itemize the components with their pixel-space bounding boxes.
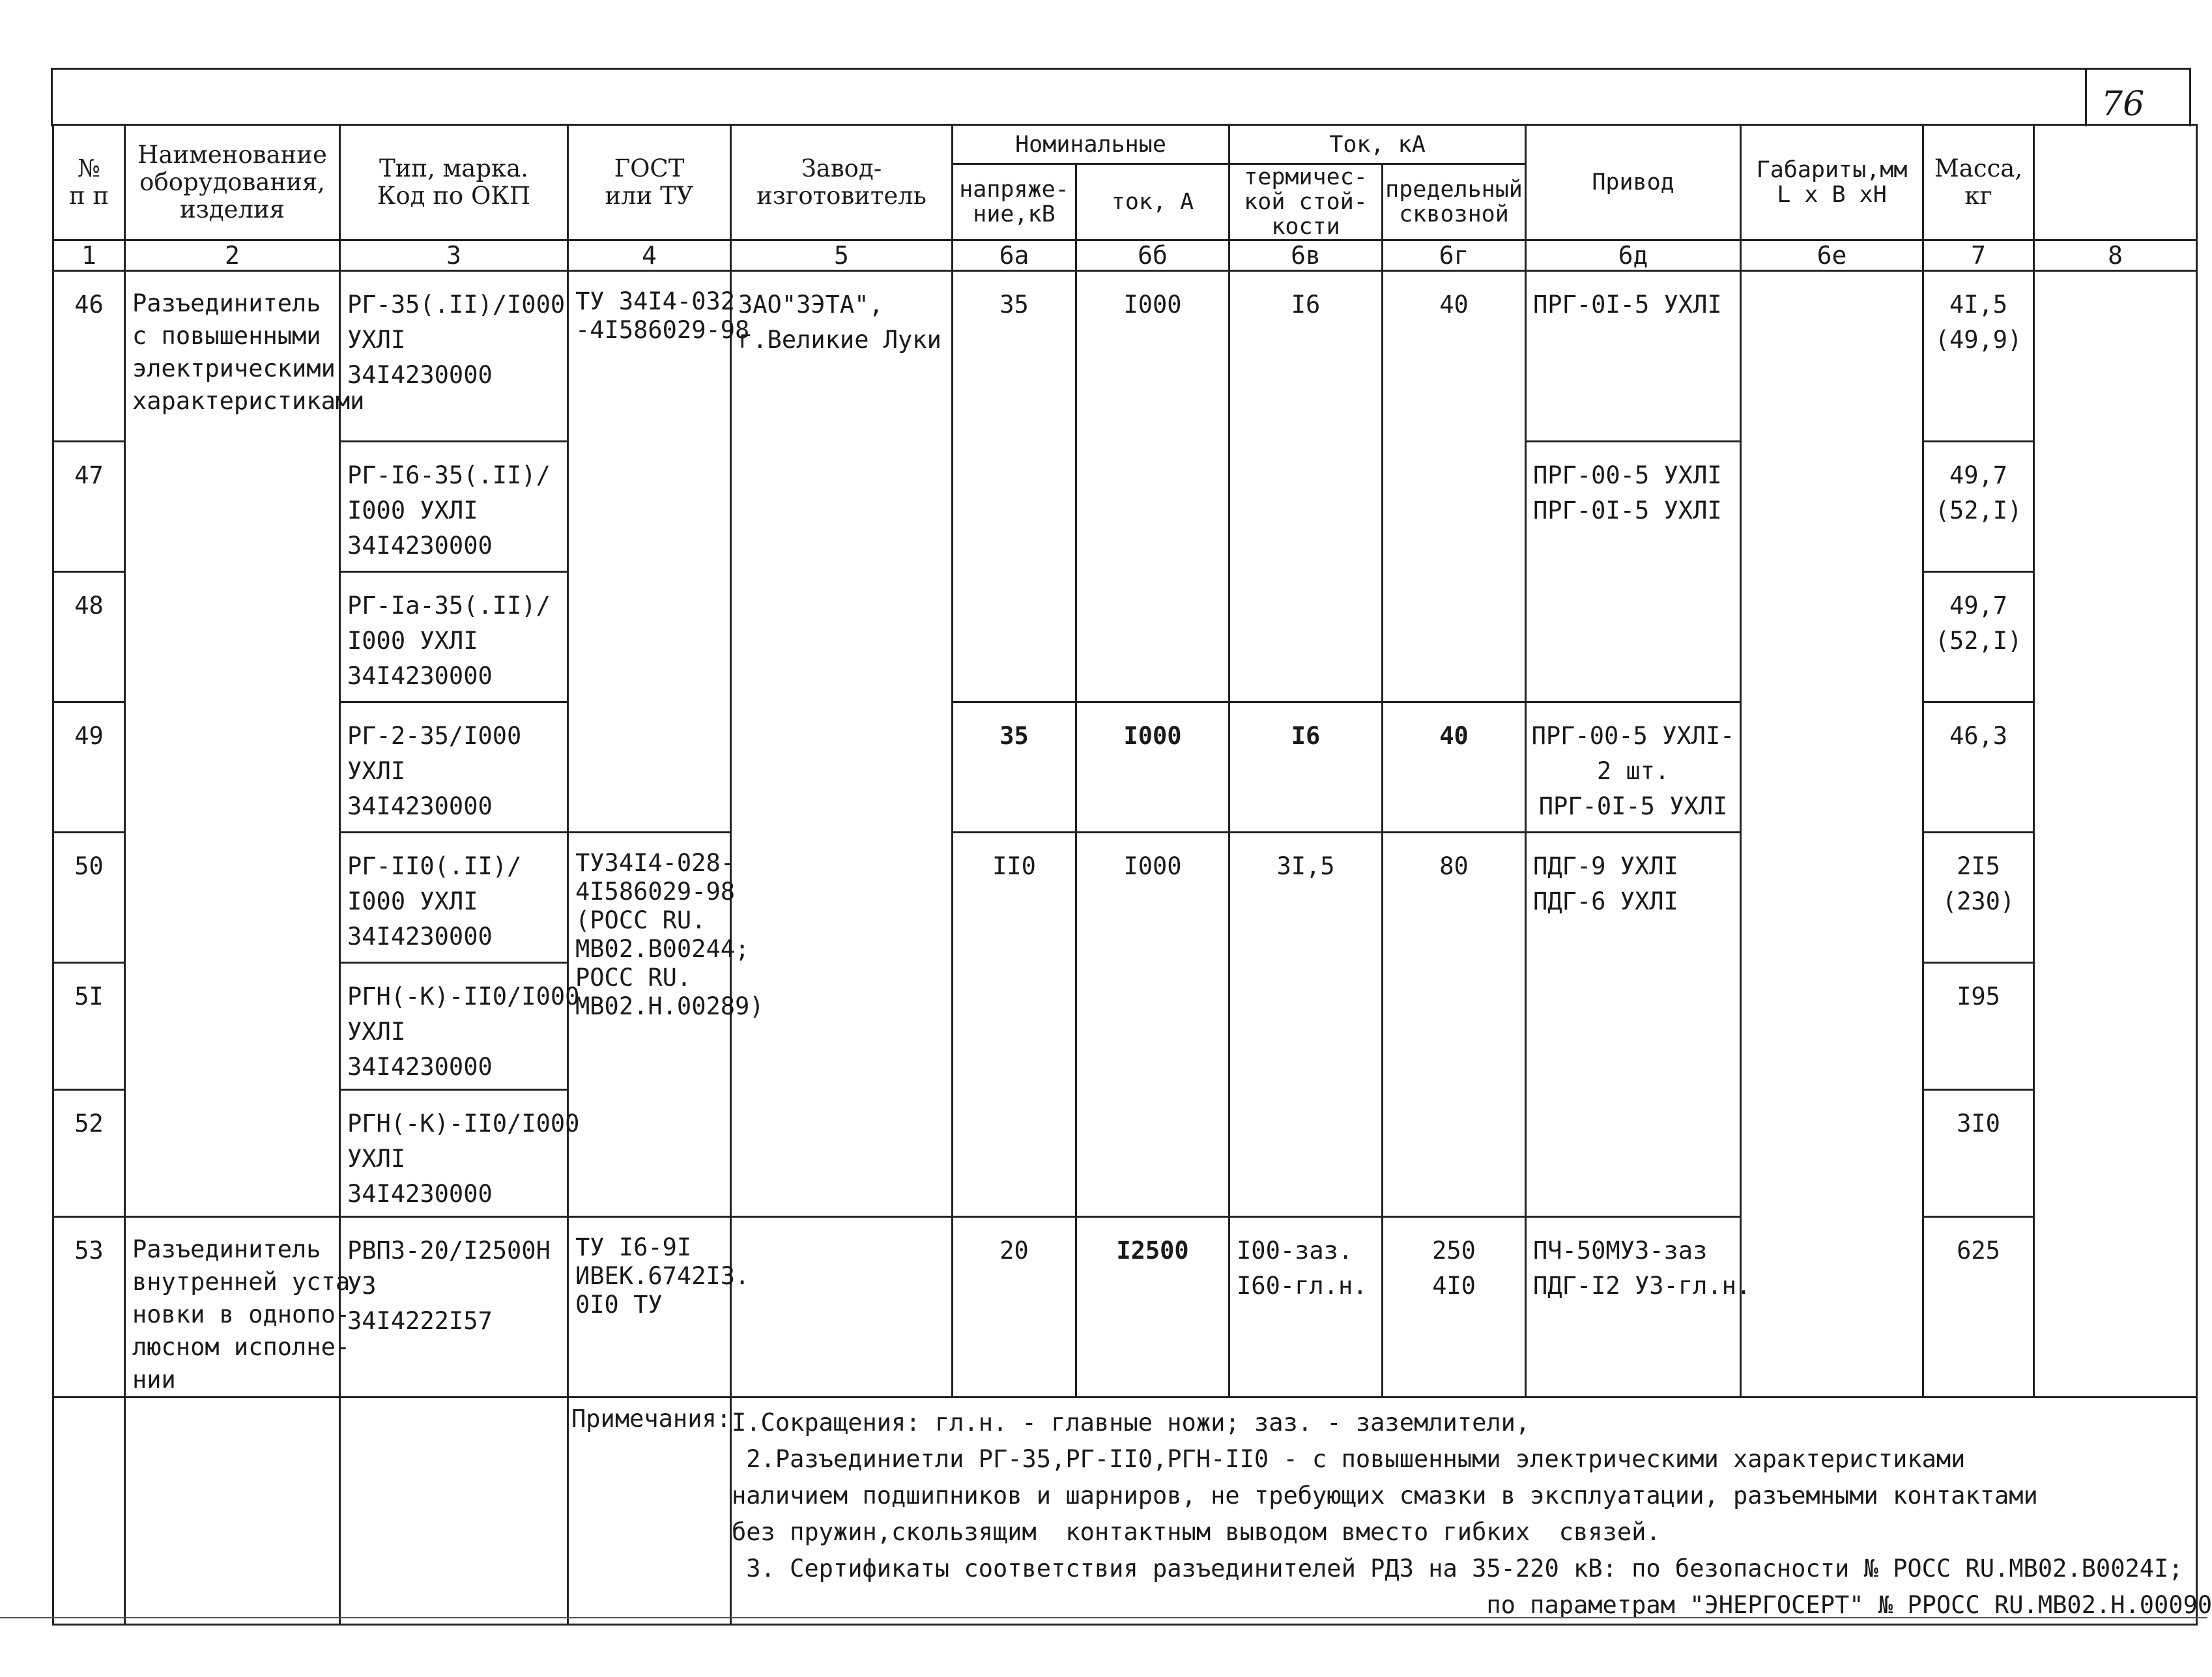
cell-line: ПДГ-9 УХЛI: [1533, 852, 1678, 880]
cell-line: электрическими: [132, 354, 336, 382]
cell-line: 49,7: [1949, 592, 2008, 620]
cell-line: I2500: [1116, 1237, 1189, 1265]
rated-voltage: [953, 833, 1076, 1217]
cell-line: термичес-: [1244, 164, 1368, 190]
row-number: 48: [53, 572, 125, 702]
row-number: 52: [53, 1090, 125, 1217]
notes-empty: [53, 1398, 125, 1625]
cell-line: 4I,5: [1949, 291, 2008, 319]
cell-line: 4I0: [1432, 1272, 1476, 1300]
through-current: [1383, 702, 1526, 833]
table-notes: [53, 1398, 2212, 1625]
mass: [1923, 442, 2034, 572]
notes-text: [731, 1398, 2212, 1625]
cell-line: ПРГ-0I-5 УХЛI: [1533, 496, 1722, 524]
cell-line: 2I5: [1957, 852, 2000, 880]
cell-line: кг: [1964, 182, 1992, 210]
cell-line: УХЛI: [347, 326, 406, 354]
cell-line: (49,9): [1934, 326, 2022, 354]
cell-line: изделия: [179, 195, 285, 223]
cell-line: ПДГ-6 УХЛI: [1533, 887, 1678, 915]
cell-line: УХЛI: [347, 1018, 406, 1046]
dimensions: [1741, 271, 1923, 1398]
cell-line: ИВЕК.6742I3.: [575, 1262, 750, 1290]
cell-line: 46,3: [1949, 722, 2008, 750]
cell-line: УХЛI: [347, 1145, 406, 1173]
through-current: [1383, 1217, 1526, 1398]
equipment-type: [340, 442, 568, 572]
cell-line: ТУ 34I4-032: [575, 287, 736, 315]
column-number: 6д: [1526, 240, 1741, 271]
column-number: 2: [125, 240, 340, 271]
equipment-table: [52, 124, 2212, 1626]
mass: [1923, 572, 2034, 702]
cell-line: №: [77, 154, 100, 182]
cell-line: изготовитель: [756, 182, 926, 210]
cell-line: (РОСС RU.: [575, 906, 706, 934]
column-number: 6е: [1741, 240, 1923, 271]
drive: [1526, 702, 1741, 833]
cell-line: 34I4230000: [347, 1180, 493, 1208]
header-group-current: [1229, 125, 1526, 164]
cell-line: 35: [999, 291, 1029, 319]
header-name: [125, 125, 340, 240]
header-type: [340, 125, 568, 240]
manufacturer: [731, 271, 953, 1217]
notes-row: [53, 1398, 2197, 1625]
cell-line: 625: [1957, 1237, 2000, 1265]
drive: [1526, 833, 1741, 1217]
header-drive: [1526, 125, 1741, 240]
header-thermal: [1229, 164, 1383, 240]
cell-line: РГ-35(.II)/I000: [347, 291, 566, 319]
through-current: [1383, 833, 1526, 1217]
note-line: I.Сокращения: гл.н. - главные ножи; заз. - заземлители,: [732, 1409, 1530, 1437]
column-number: 8: [2034, 240, 2197, 271]
cell-line: Код по ОКП: [377, 182, 531, 210]
cell-line: РВПЗ-20/I2500Н: [347, 1237, 551, 1265]
rated-current: [1076, 271, 1229, 702]
cell-line: 3I,5: [1276, 852, 1335, 880]
cell-line: 34I4230000: [347, 532, 493, 560]
row-number: 50: [53, 833, 125, 963]
cell-line: ние,кВ: [973, 201, 1056, 227]
notes-empty: [125, 1398, 340, 1625]
cell-line: 80: [1439, 852, 1469, 880]
mass: [1923, 271, 2034, 442]
equipment-type: [340, 1217, 568, 1398]
cell-line: 40: [1439, 291, 1469, 319]
cell-line: г.Великие Луки: [738, 326, 941, 354]
cell-line: с повышенными: [132, 322, 321, 350]
column-number: 7: [1923, 240, 2034, 271]
column-number: 6б: [1076, 240, 1229, 271]
cell-line: кости: [1271, 214, 1340, 240]
cell-line: 34I4230000: [347, 792, 493, 820]
cell-line: кой стой-: [1244, 189, 1368, 215]
cell-line: ПРГ-0I-5 УХЛI: [1533, 291, 1722, 319]
through-current: [1383, 271, 1526, 702]
header-dimensions: [1741, 125, 1923, 240]
cell-line: 49,7: [1949, 461, 2008, 489]
cell-line: 35: [999, 722, 1029, 750]
row-number: 47: [53, 442, 125, 572]
cell-line: РГ-I6-35(.II)/: [347, 461, 551, 489]
cell-line: I000 УХЛI: [347, 627, 478, 655]
cell-line: 34I4230000: [347, 1053, 493, 1081]
cell-line: люсном исполне-: [132, 1333, 351, 1361]
notes-empty: [340, 1398, 568, 1625]
cell-line: I000 УХЛI: [347, 496, 478, 524]
cell-line: УХЛI: [347, 757, 406, 785]
column-number: 6в: [1229, 240, 1383, 271]
cell-line: I6: [1291, 291, 1321, 319]
header-gost: [568, 125, 731, 240]
mass: [1923, 833, 2034, 963]
mass: [1923, 963, 2034, 1090]
cell-line: внутренней уста: [132, 1268, 351, 1296]
row-number: 49: [53, 702, 125, 833]
cell-line: ток, А: [1111, 189, 1194, 215]
cell-line: Тип, марка.: [379, 154, 528, 182]
cell-line: РГН(-К)-II0/I000: [347, 982, 580, 1010]
cell-line: п п: [68, 182, 109, 210]
rated-voltage: [953, 1217, 1076, 1398]
equipment-type: [340, 572, 568, 702]
thermal-current: [1229, 271, 1383, 702]
cell-line: ГОСТ: [614, 154, 685, 182]
cell-line: (52,I): [1934, 627, 2022, 655]
right-border: [2189, 68, 2191, 126]
equipment-type: [340, 963, 580, 1090]
cell-line: 250: [1432, 1237, 1476, 1265]
rated-current: [1076, 1217, 1229, 1398]
cell-line: ПЧ-50МУЗ-заз: [1533, 1237, 1708, 1265]
cell-line: ПДГ-I2 УЗ-гл.н.: [1533, 1272, 1751, 1300]
cell-line: 0I0 ТУ: [575, 1291, 663, 1319]
cell-line: -4I586029-98: [575, 316, 750, 344]
thermal-current: [1229, 833, 1383, 1217]
rated-voltage: [953, 271, 1076, 702]
cell-line: 34I4222I57: [347, 1307, 493, 1335]
cell-line: Разъединитель: [132, 289, 321, 317]
column-number: 3: [340, 240, 568, 271]
cell-line: характеристиками: [132, 387, 365, 415]
top-border: [51, 68, 2189, 70]
column-number-row: [53, 240, 2197, 271]
header-col8: [2034, 125, 2197, 240]
cell-line: ТУ I6-9I: [575, 1233, 692, 1261]
cell-line: II0: [992, 852, 1036, 880]
row-number: 46: [53, 271, 125, 442]
cell-line: РОСС RU.: [575, 964, 692, 992]
cell-line: Разъединитель: [132, 1235, 321, 1263]
cell-line: РГ-II0(.II)/: [347, 852, 522, 880]
rated-voltage: [953, 702, 1076, 833]
note-line: по параметрам "ЭНЕРГОСЕРТ" № РРОСС RU.МВ02.Н.00090: [732, 1591, 2212, 1619]
equipment-type: [340, 833, 568, 963]
row-number: 53: [53, 1217, 125, 1398]
row-number: 5I: [53, 963, 125, 1090]
column-number: 6а: [953, 240, 1076, 271]
cell-line: I60-гл.н.: [1237, 1272, 1368, 1300]
cell-line: УЗ: [347, 1272, 377, 1300]
header-row-1: [53, 125, 2197, 164]
table-row: [53, 271, 2197, 442]
drive: [1526, 271, 1741, 442]
equipment-type: [340, 702, 568, 833]
cell-line: ПРГ-0I-5 УХЛI: [1538, 792, 1728, 820]
cell-line: I00-заз.: [1237, 1237, 1353, 1265]
notes-label: Примечания:: [568, 1398, 731, 1625]
gost-spec: [568, 271, 750, 833]
left-border: [51, 68, 53, 126]
cell-line: РГ-2-35/I000: [347, 722, 522, 750]
thermal-current: [1229, 702, 1383, 833]
cell-line: I6: [1291, 722, 1321, 750]
cell-line: ПРГ-00-5 УХЛI-: [1531, 722, 1735, 750]
table-body: [53, 271, 2197, 1398]
cell-line: 4I586029-98: [575, 878, 736, 906]
cell-line: 34I4230000: [347, 361, 493, 389]
table-header: [53, 125, 2197, 271]
note-line: 2.Разъединиетли РГ-35,РГ-II0,РГН-II0 - с повышенными электрическими характеристиками: [732, 1445, 1966, 1473]
equipment-type: [340, 1090, 580, 1217]
column-number: 1: [53, 240, 125, 271]
cell-line: Наименование: [137, 141, 327, 169]
cell-line: РГН(-К)-II0/I000: [347, 1110, 580, 1138]
equipment-type: [340, 271, 568, 442]
note-line: без пружин,скользящим контактным выводом вместо гибких связей.: [732, 1518, 1661, 1546]
cell-line: Завод-: [801, 154, 882, 182]
cell-line: 40: [1439, 722, 1469, 750]
cell-line: I95: [1957, 982, 2000, 1010]
gost-spec: [568, 1217, 750, 1398]
cell-line: оборудования,: [139, 168, 325, 196]
equipment-name: [125, 1217, 351, 1398]
header-mass: [1923, 125, 2034, 240]
cell-line: I000 УХЛI: [347, 887, 478, 915]
column-8: [2034, 271, 2197, 1398]
bottom-rule: [0, 1617, 2207, 1618]
thermal-current: [1229, 1217, 1383, 1398]
header-through: [1383, 164, 1526, 240]
mass: [1923, 1217, 2034, 1398]
cell-line: 2 шт.: [1596, 757, 1670, 785]
cell-line: L x B xH: [1777, 182, 1887, 208]
drive: [1526, 1217, 1751, 1398]
manufacturer: [731, 1217, 953, 1398]
gost-spec: [568, 833, 764, 1217]
mass: [1923, 1090, 2034, 1217]
header-number: [53, 125, 125, 240]
cell-line: ЗАО"ЗЭТА",: [738, 291, 883, 319]
drive: [1526, 442, 1741, 702]
cell-line: предельный: [1385, 177, 1523, 203]
rated-current: [1076, 702, 1229, 833]
page-number-box: [2085, 68, 2087, 126]
column-number: 5: [731, 240, 953, 271]
note-line: 3. Сертификаты соответствия разъединителей РДЗ на 35-220 кВ: по безопасности № РОСС RU.МВ02.В0024I;: [732, 1555, 2183, 1583]
cell-line: Габариты,мм: [1756, 157, 1908, 183]
cell-line: сквозной: [1399, 201, 1509, 227]
header-current: [1076, 164, 1229, 240]
cell-line: МВ02.Н.00289): [575, 992, 764, 1020]
cell-line: ПРГ-00-5 УХЛI: [1533, 461, 1722, 489]
cell-line: I000: [1123, 852, 1182, 880]
cell-line: 3I0: [1957, 1110, 2000, 1138]
cell-line: РГ-Iа-35(.II)/: [347, 592, 551, 620]
header-voltage: [953, 164, 1076, 240]
cell-line: I000: [1123, 291, 1182, 319]
header-group-nominal: [953, 125, 1229, 164]
cell-line: (52,I): [1934, 496, 2022, 524]
column-number: 4: [568, 240, 731, 271]
cell-line: 20: [999, 1237, 1029, 1265]
column-number: 6г: [1383, 240, 1526, 271]
header-maker: [731, 125, 953, 240]
cell-line: 34I4230000: [347, 923, 493, 951]
cell-line: I000: [1123, 722, 1182, 750]
mass: [1923, 702, 2034, 833]
cell-line: МВ02.В00244;: [575, 935, 750, 963]
page-number: 76: [2101, 85, 2145, 124]
note-line: наличием подшипников и шарниров, не требующих смазки в эксплуатации, разъемными контактами: [732, 1482, 2038, 1510]
group-label: Ток, кА: [1329, 131, 1426, 158]
rated-current: [1076, 833, 1229, 1217]
cell-line: напряже-: [959, 177, 1069, 203]
cell-line: 34I4230000: [347, 662, 493, 690]
cell-line: или ТУ: [605, 182, 694, 210]
cell-line: (230): [1942, 887, 2015, 915]
group-label: Номинальные: [1015, 131, 1166, 158]
cell-line: Привод: [1592, 169, 1674, 195]
cell-line: Масса,: [1934, 154, 2023, 182]
equipment-name: [125, 271, 365, 1217]
cell-line: ТУ34I4-028-: [575, 849, 736, 877]
cell-line: нии: [132, 1366, 176, 1394]
cell-line: новки в однопо-: [132, 1300, 351, 1328]
